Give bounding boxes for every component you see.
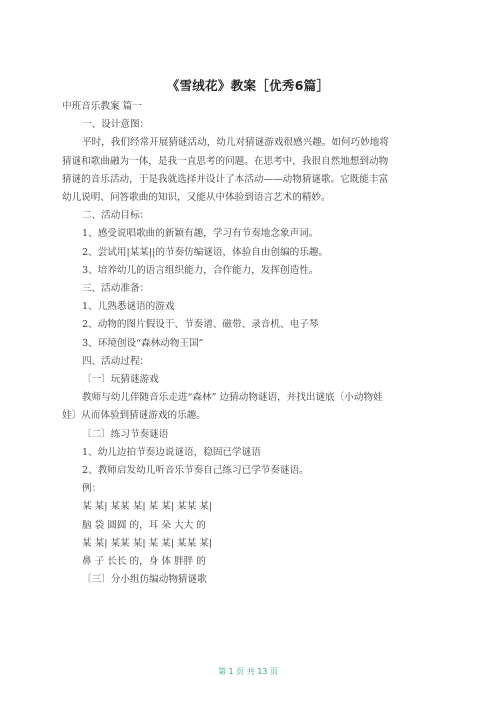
text-line: 猜谜的音乐活动，于是我就选择并设计了本活动——动物猜谜歌。它既能丰富 [62, 173, 389, 185]
text-line: 某 某| 某某 某| 某 某| 某某 某| [82, 501, 213, 513]
text-line: 脑 袋 圆圆 的，耳 朵 大大 的 [82, 519, 206, 531]
text-line: 幼儿说明、问答歌曲的知识，又能从中体验到语言艺术的精妙。 [62, 192, 331, 203]
text-line: 2、教师启发幼儿听音乐节奏自己练习已学节奏谜语。 [82, 465, 309, 476]
text-line: 某 某| 某某 某| 某 某| 某某 某| [82, 537, 213, 549]
text-line: 2、动物的图片假设干、节奏谱、磁带、录音机、电子琴 [82, 319, 319, 331]
text-line: 3、环境创设“森林动物王国” [82, 337, 204, 349]
text-line: 〔一〕玩猜谜游戏 [82, 374, 159, 385]
text-line: 1、幼儿边拍节奏边说谜语，稳固已学谜语 [82, 446, 261, 458]
page-footer: 第 1 页 共 13 页 [218, 667, 278, 676]
text-line: 3、培养幼儿的语言组织能力，合作能力，发挥创造性。 [82, 264, 319, 276]
text-line: 娃〕从而体验到猜谜游戏的乐趣。 [62, 410, 206, 422]
text-line: 鼻 子 长长 的，身 体 胖胖 的 [82, 556, 206, 567]
text-line: 中班音乐教案 篇一 [62, 101, 142, 112]
text-line: 平时，我们经常开展猜谜活动，幼儿对猜谜游戏很感兴趣。如何巧妙地将 [82, 137, 389, 149]
text-line: 〔二〕练习节奏谜语 [82, 428, 169, 440]
text-line: 四、活动过程： [82, 355, 150, 367]
text-line: 教师与幼儿伴随音乐走进“森林” 边猜动物谜语，并找出谜底〔小动物娃 [82, 392, 383, 404]
text-line: 〔三〕分小组仿编动物猜谜歌 [82, 574, 207, 586]
text-line: 2、尝试用|某某||的节奏仿编谜语，体验自由创编的乐趣。 [82, 246, 329, 258]
text-line: 例： [82, 483, 102, 495]
document-title: 《雪绒花》教案［优秀6篇］ [166, 78, 330, 93]
text-line: 猜谜和歌曲融为一体，是我一直思考的问题。在思考中，我很自然地想到动物 [62, 155, 389, 167]
text-line: 三、活动准备： [82, 283, 150, 294]
text-line: 一、设计意图： [82, 119, 150, 131]
text-line: 1、儿熟悉谜语的游戏 [82, 301, 175, 313]
text-line: 1、感受说唱歌曲的新颖有趣，学习有节奏地念象声词。 [82, 228, 319, 240]
text-line: 二、活动目标： [82, 210, 150, 222]
